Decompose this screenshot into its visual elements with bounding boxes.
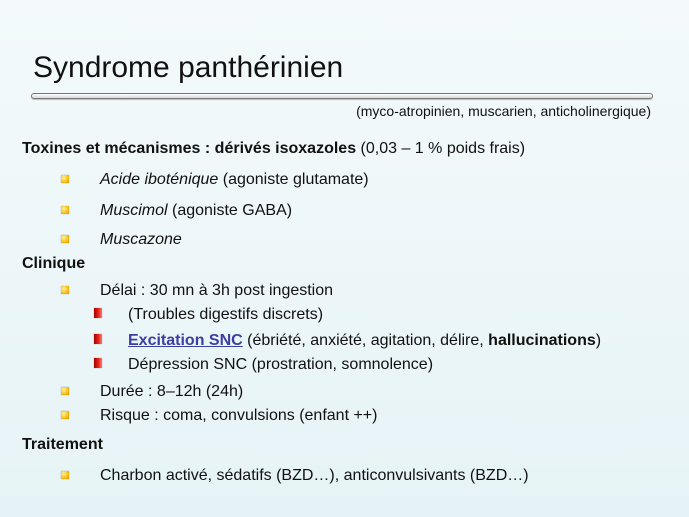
list-item-excitation (128, 331, 601, 351)
heading-toxines (22, 139, 525, 159)
bullet-square-red-icon (94, 358, 102, 368)
toxine-name: Acide iboténique (100, 171, 219, 188)
bullet-square-icon (61, 175, 69, 183)
heading-clinique: Clinique (22, 255, 86, 272)
heading-toxines-note: (0,03 – 1 % poids frais) (356, 140, 526, 157)
bullet-square-icon (61, 387, 69, 395)
heading-toxines-text: Toxines et mécanismes : dérivés isoxazoles (22, 140, 357, 157)
list-item-duree: Durée : 8–12h (24h) (100, 383, 244, 400)
slide-title: Syndrome panthérinien (33, 51, 344, 84)
bullet-square-icon (61, 471, 69, 479)
list-item-acide-ibotenique (100, 170, 369, 190)
excitation-detail: (ébriété, anxiété, agitation, délire, (242, 332, 489, 349)
heading-traitement: Traitement (22, 436, 103, 453)
list-item-depression: Dépression SNC (prostration, somnolence) (128, 356, 434, 373)
list-item-muscimol (100, 201, 292, 221)
bullet-square-icon (61, 206, 69, 214)
list-item-troubles: (Troubles digestifs discrets) (128, 306, 324, 323)
bullet-square-red-icon (94, 334, 102, 344)
toxine-name: Muscazone (100, 231, 182, 248)
bullet-square-icon (61, 235, 69, 243)
list-item-delai: Délai : 30 mn à 3h post ingestion (100, 282, 334, 299)
excitation-hallucinations: hallucinations (488, 332, 596, 349)
slide-subtitle: (myco-atropinien, muscarien, anticholinergique) (356, 103, 651, 119)
excitation-snc-link[interactable]: Excitation SNC (128, 332, 243, 349)
title-divider (31, 93, 653, 99)
bullet-square-icon (61, 286, 69, 294)
toxine-name: Muscimol (100, 202, 168, 219)
excitation-close: ) (595, 332, 602, 349)
list-item-muscazone (100, 230, 182, 250)
toxine-detail: (agoniste GABA) (167, 202, 293, 219)
bullet-square-red-icon (94, 308, 102, 318)
list-item-traitement: Charbon activé, sédatifs (BZD…), anticonvulsivants (BZD…) (100, 467, 529, 484)
toxine-detail: (agoniste glutamate) (218, 171, 369, 188)
bullet-square-icon (61, 411, 69, 419)
list-item-risque: Risque : coma, convulsions (enfant ++) (100, 407, 378, 424)
